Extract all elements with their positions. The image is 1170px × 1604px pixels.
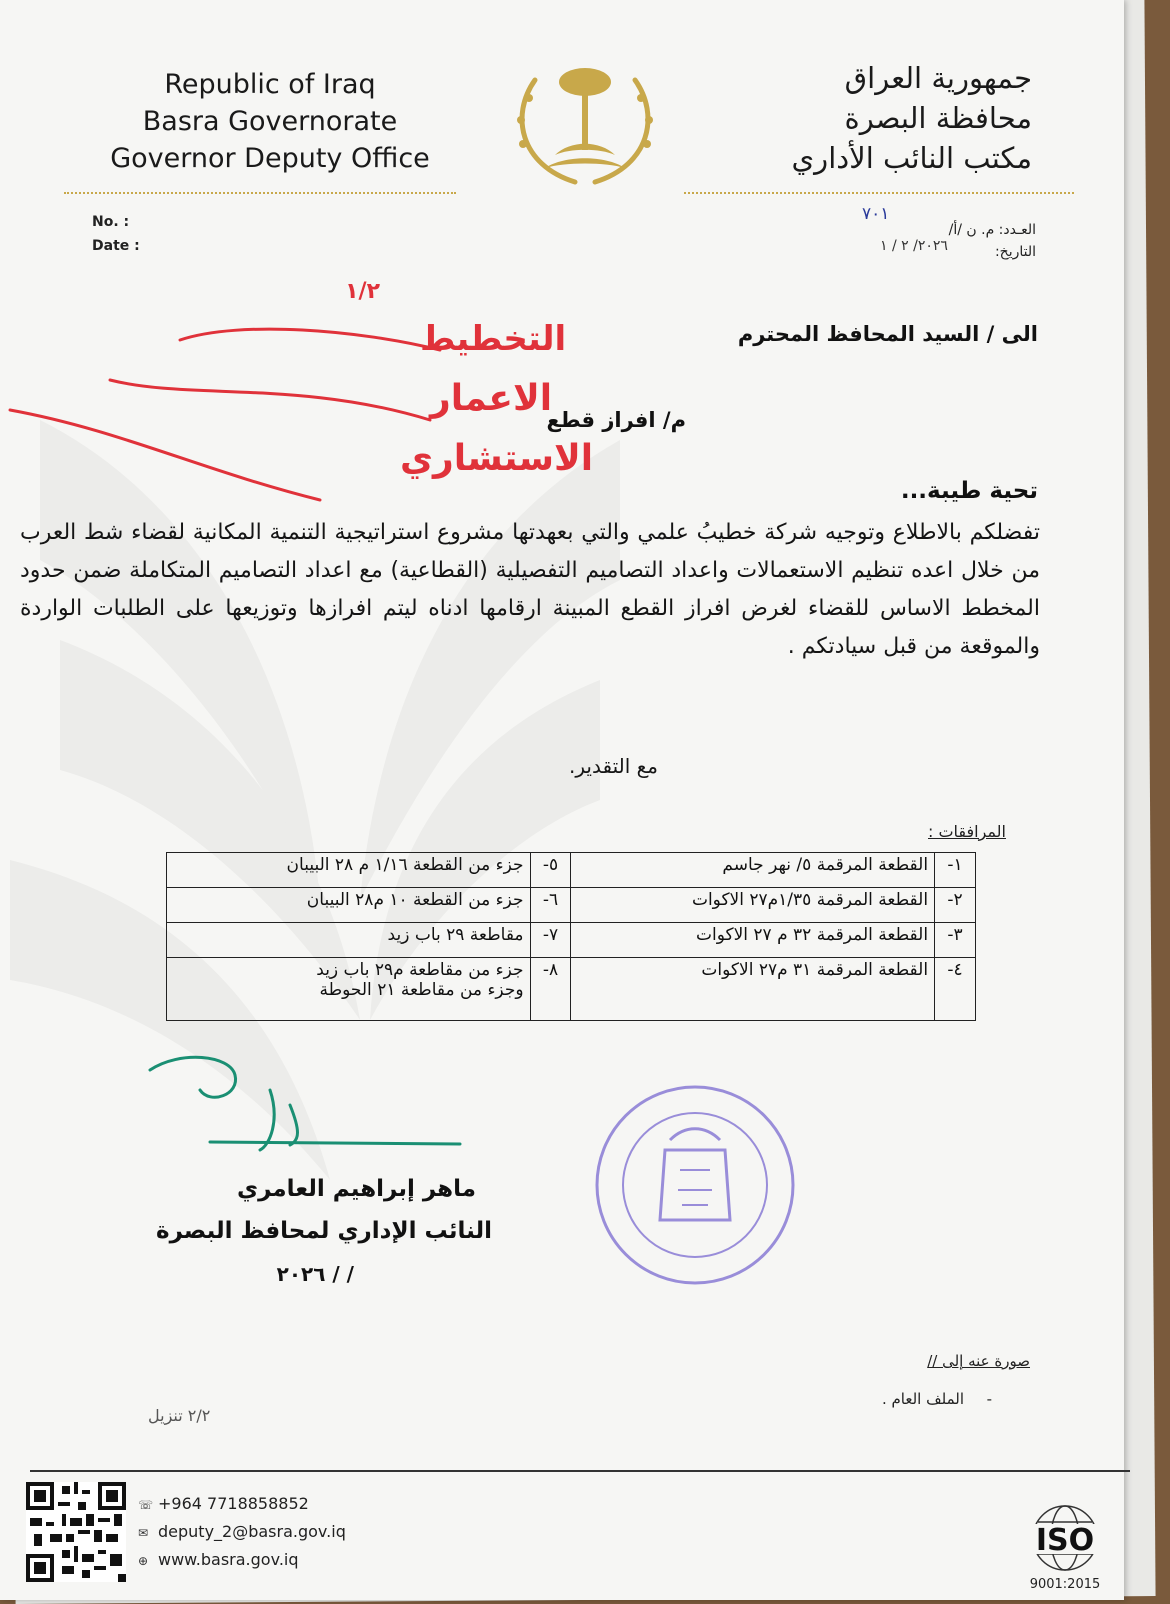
iso-code: 9001:2015 — [1029, 1577, 1101, 1592]
handwritten-number: ٧٠١ — [862, 204, 890, 224]
table-row — [167, 888, 976, 923]
governorate-emblem — [505, 60, 665, 190]
cell-line-2: وجزء من مقاطعة ٢١ الحوطة — [319, 980, 524, 1000]
ar-number-label: العـدد: م. ن /أ/ — [948, 222, 1036, 238]
signatory-name: ماهر إبراهيم العامري — [237, 1176, 476, 1202]
handwritten-date: ٢٠٢٦/ ٢ / ١ — [880, 238, 948, 254]
subject-line: م/ افراز قطع — [546, 408, 686, 432]
header-arabic — [702, 58, 1032, 178]
header-en-line-3: Governor Deputy Office — [110, 143, 430, 174]
official-stamp — [590, 1080, 800, 1290]
attachments-table — [166, 852, 976, 1021]
table-cell — [167, 958, 531, 1021]
row-number: ٨- — [530, 958, 571, 1021]
row-number: ١- — [935, 853, 976, 888]
table-row — [167, 853, 976, 888]
date-label: Date : — [92, 238, 140, 254]
globe-icon: ⊕ — [138, 1554, 149, 1568]
copy-to-item: الملف العام . — [881, 1390, 964, 1408]
copy-to-title: صورة عنه إلى // — [927, 1352, 1030, 1370]
row-number: ٧- — [530, 923, 571, 958]
attachments-title: المرافقات : — [928, 822, 1006, 841]
red-note-line-2: التخطيط — [420, 319, 567, 359]
table-cell: القطعة المرقمة ١/٣٥م٢٧ الاكوات — [571, 888, 935, 923]
handwritten-red-note — [0, 0, 594, 540]
table-cell: جزء من القطعة ١٠ م٢٨ البيبان — [167, 888, 531, 923]
cell-line-1: جزء من مقاطعة م٢٩ باب زيد — [316, 960, 524, 980]
row-number: ٣- — [935, 923, 976, 958]
row-number: ٤- — [935, 958, 976, 1021]
iso-certification-badge — [1020, 1500, 1110, 1592]
recipient-line: الى / السيد المحافظ المحترم — [737, 322, 1038, 346]
header-ar-line-1: جمهورية العراق — [844, 61, 1032, 95]
footer-email — [138, 1522, 346, 1541]
closing-regards: مع التقدير. — [569, 754, 658, 778]
header-ar-line-3: مكتب النائب الأداري — [791, 141, 1032, 175]
row-number: ٥- — [530, 853, 571, 888]
red-note-line-4: الاستشاري — [400, 438, 594, 479]
signatory-title: النائب الإداري لمحافظ البصرة — [156, 1218, 492, 1244]
letter-body: تفضلكم بالاطلاع وتوجيه شركة خطيبُ علمي والتي بعهدتها مشروع استراتيجية التنمية المكانية لقضاء شط العرب من خلال اعده تنظيم الاستعمالات واعداد التصاميم التفصيلية (القطاعية) مع اعداد التصاميم المتكاملة ضمن حدود المخطط الاساس للقضاء لغرض افراز القطع المبينة ارقامها ادناه ليتم افرازها وتوزيعها على الطلبات الواردة والموقعة من قبل سيادتكم . — [20, 520, 1040, 659]
footer-divider — [30, 1470, 1130, 1472]
red-note-line-1: ١/٢ — [345, 279, 380, 304]
iso-label: ISO — [1035, 1523, 1095, 1558]
number-label: No. : — [92, 214, 130, 230]
phone-text: +964 7718858852 — [158, 1494, 309, 1513]
row-number: ٢- — [935, 888, 976, 923]
footer-website — [138, 1550, 299, 1569]
table-cell: القطعة المرقمة ٣٢ م ٢٧ الاكوات — [571, 923, 935, 958]
header-ar-line-2: محافظة البصرة — [844, 101, 1032, 135]
copy-to-dash: - — [986, 1390, 992, 1408]
table-cell: القطعة المرقمة ٥/ نهر جاسم — [571, 853, 935, 888]
header-divider-right — [684, 192, 1074, 194]
greeting-line: تحية طيبة... — [900, 478, 1038, 504]
qr-code-icon — [26, 1482, 126, 1582]
mail-icon: ✉ — [138, 1526, 149, 1540]
row-number: ٦- — [530, 888, 571, 923]
table-row — [167, 923, 976, 958]
signature-date: / / ٢٠٢٦ — [276, 1262, 354, 1286]
table-cell: مقاطعة ٢٩ باب زيد — [167, 923, 531, 958]
footer-phone — [138, 1494, 309, 1513]
website-text: www.basra.gov.iq — [158, 1550, 299, 1569]
signature-scribble — [140, 1050, 470, 1160]
table-cell: القطعة المرقمة ٣١ م٢٧ الاكوات — [571, 958, 935, 1021]
email-text: deputy_2@basra.gov.iq — [158, 1522, 346, 1541]
header-en-line-2: Basra Governorate — [142, 106, 398, 137]
handwritten-initials: ٢/٢ تنزيل — [148, 1406, 211, 1425]
red-note-line-3: الاعمار — [430, 378, 553, 419]
header-en-line-1: Republic of Iraq — [164, 69, 376, 100]
table-cell: جزء من القطعة ١/١٦ م ٢٨ البيبان — [167, 853, 531, 888]
ar-date-label: التاريخ: — [994, 244, 1036, 260]
phone-icon: ☏ — [138, 1498, 154, 1512]
table-row — [167, 958, 976, 1021]
